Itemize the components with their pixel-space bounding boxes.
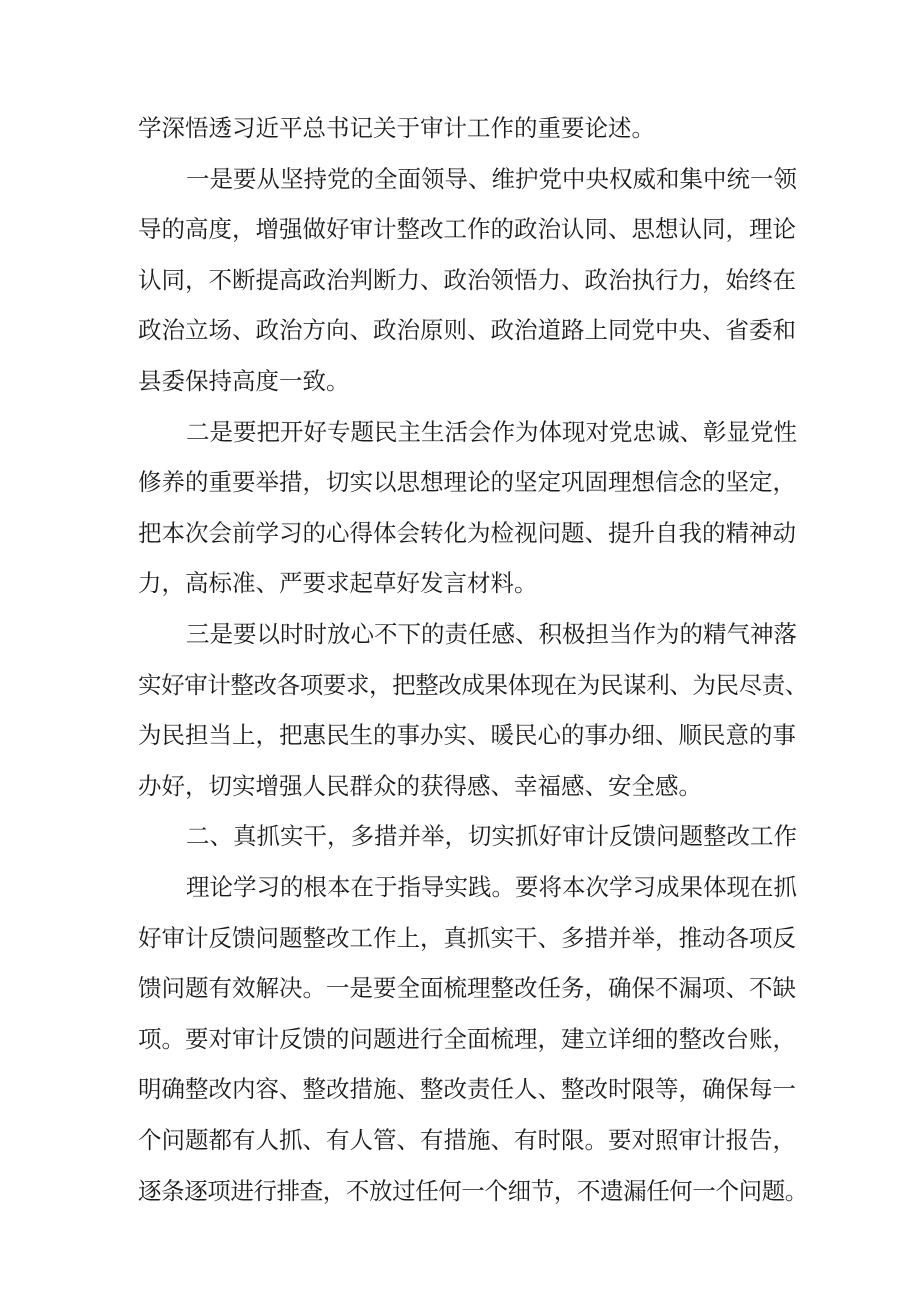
text-line: 认同，不断提高政治判断力、政治领悟力、政治执行力，始终在: [138, 265, 796, 294]
text-line: 学深悟透习近平总书记关于审计工作的重要论述。: [138, 114, 655, 142]
text-line: 好审计反馈问题整改工作上，真抓实干、多措并举，推动各项反: [138, 923, 796, 952]
text-line: 政治立场、政治方向、政治原则、政治道路上同党中央、省委和: [138, 316, 796, 345]
text-line: 个问题都有人抓、有人管、有措施、有时限。要对照审计报告，: [138, 1126, 796, 1154]
paragraph-first-line: 一是要从坚持党的全面领导、维护党中央权威和集中统一领: [186, 164, 797, 193]
text-line: 逐条逐项进行排查，不放过任何一个细节，不遗漏任何一个问题。: [138, 1176, 808, 1205]
section-heading: 二、真抓实干，多措并举，切实抓好审计反馈问题整改工作: [186, 822, 797, 851]
text-line: 办好，切实增强人民群众的获得感、幸福感、安全感。: [138, 771, 702, 800]
text-line: 为民担当上，把惠民生的事办实、暖民心的事办细、顺民意的事: [138, 721, 796, 750]
text-line: 导的高度，增强做好审计整改工作的政治认同、思想认同，理论: [138, 215, 796, 244]
text-line: 实好审计整改各项要求，把整改成果体现在为民谋利、为民尽责、: [138, 670, 808, 699]
text-line: 明确整改内容、整改措施、整改责任人、整改时限等，确保每一: [138, 1075, 796, 1104]
text-line: 把本次会前学习的心得体会转化为检视问题、提升自我的精神动: [138, 518, 796, 547]
paragraph-first-line: 三是要以时时放心不下的责任感、积极担当作为的精气神落: [186, 620, 797, 648]
text-line: 修养的重要举措，切实以思想理论的坚定巩固理想信念的坚定，: [138, 468, 796, 497]
text-line: 馈问题有效解决。一是要全面梳理整改任务，确保不漏项、不缺: [138, 974, 796, 1003]
text-line: 县委保持高度一致。: [138, 367, 350, 395]
paragraph-first-line: 理论学习的根本在于指导实践。要将本次学习成果体现在抓: [186, 873, 797, 901]
text-line: 力，高标准、严要求起草好发言材料。: [138, 569, 538, 598]
paragraph-first-line: 二是要把开好专题民主生活会作为体现对党忠诚、彰显党性: [186, 417, 797, 446]
text-line: 项。要对审计反馈的问题进行全面梳理，建立详细的整改台账，: [138, 1024, 796, 1053]
